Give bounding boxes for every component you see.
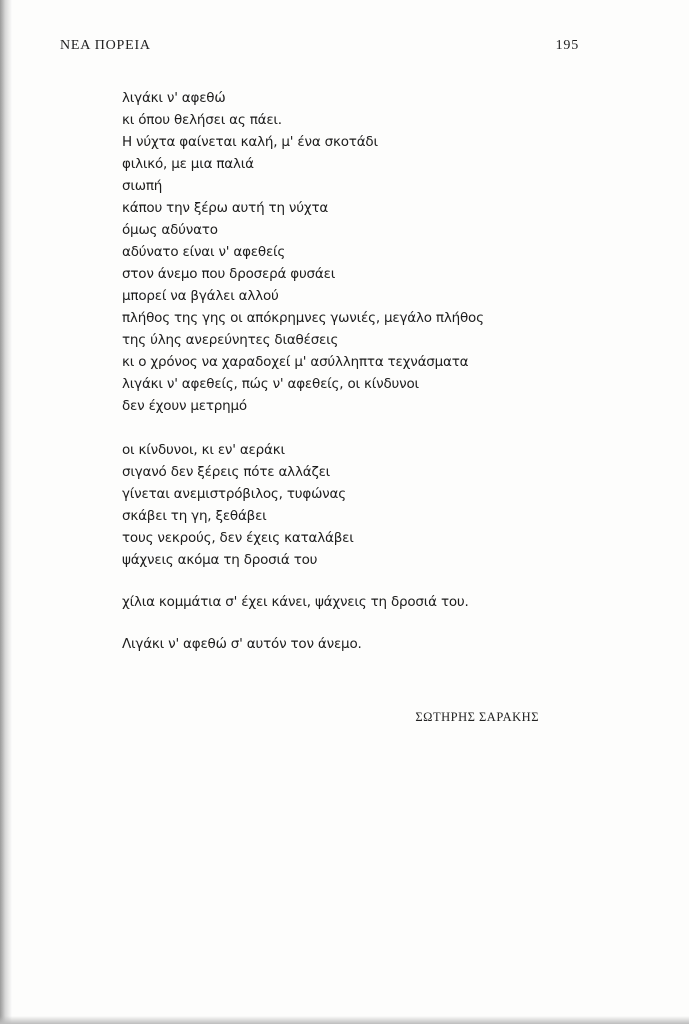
page-number: 195 [555, 38, 579, 53]
stanza-4 [122, 633, 592, 655]
stanza-break [122, 571, 592, 591]
poem-line: κάπου την ξέρω αυτή τη νύχτα [122, 200, 329, 216]
poem-line: λιγάκι ν' αφεθώ [122, 90, 226, 106]
poem-line: μπορεί να βγάλει αλλού [122, 288, 279, 304]
poem-line: στον άνεμο που δροσερά φυσάει [122, 266, 336, 282]
poem-line: χίλια κομμάτια σ' έχει κάνει, ψάχνεις τη δροσιά του. [122, 594, 469, 610]
poem-line: φιλικό, με μια παλιά [122, 156, 254, 172]
stanza-break [122, 613, 592, 633]
poem-line: όμως αδύνατο [122, 222, 218, 238]
poem-line: αδύνατο είναι ν' αφεθείς [122, 244, 286, 260]
poem-line: τους νεκρούς, δεν έχεις καταλάβει [122, 530, 354, 546]
author-signature: ΣΩΤΗΡΗΣ ΣΑΡΑΚΗΣ [415, 710, 539, 724]
poem-line: σκάβει τη γη, ξεθάβει [122, 508, 267, 524]
poem-line: γίνεται ανεμιστρόβιλος, τυφώνας [122, 486, 346, 502]
poem-line: οι κίνδυνοι, κι εν' αεράκι [122, 442, 285, 458]
stanza-3 [122, 591, 592, 613]
stanza-break [122, 417, 592, 439]
poem-line: σιγανό δεν ξέρεις πότε αλλάζει [122, 464, 331, 480]
poem-line: πλήθος της γης οι απόκρημνες γωνιές, μεγάλο πλήθος [122, 310, 484, 326]
poem-line: λιγάκι ν' αφεθείς, πώς ν' αφεθείς, οι κίνδυνοι [122, 376, 419, 392]
poem-line: δεν έχουν μετρημό [122, 398, 247, 414]
poem-line: κι όπου θελήσει ας πάει. [122, 112, 282, 128]
poem [122, 87, 592, 655]
journal-title: ΝΕΑ ΠΟΡΕΙΑ [60, 38, 151, 53]
poem-line: κι ο χρόνος να χαραδοχεί μ' ασύλληπτα τεχνάσματα [122, 354, 469, 370]
page-edge-shadow [0, 1016, 689, 1024]
poem-line: ψάχνεις ακόμα τη δροσιά του [122, 552, 318, 568]
poem-line: της ύλης ανερεύνητες διαθέσεις [122, 332, 339, 348]
running-header [60, 38, 579, 54]
poem-line: Η νύχτα φαίνεται καλή, μ' ένα σκοτάδι [122, 134, 378, 150]
poem-line: σιωπή [122, 178, 163, 194]
binding-shadow [0, 0, 12, 1024]
stanza-2 [122, 439, 592, 571]
stanza-1 [122, 87, 592, 417]
poem-line: Λιγάκι ν' αφεθώ σ' αυτόν τον άνεμο. [122, 636, 362, 652]
